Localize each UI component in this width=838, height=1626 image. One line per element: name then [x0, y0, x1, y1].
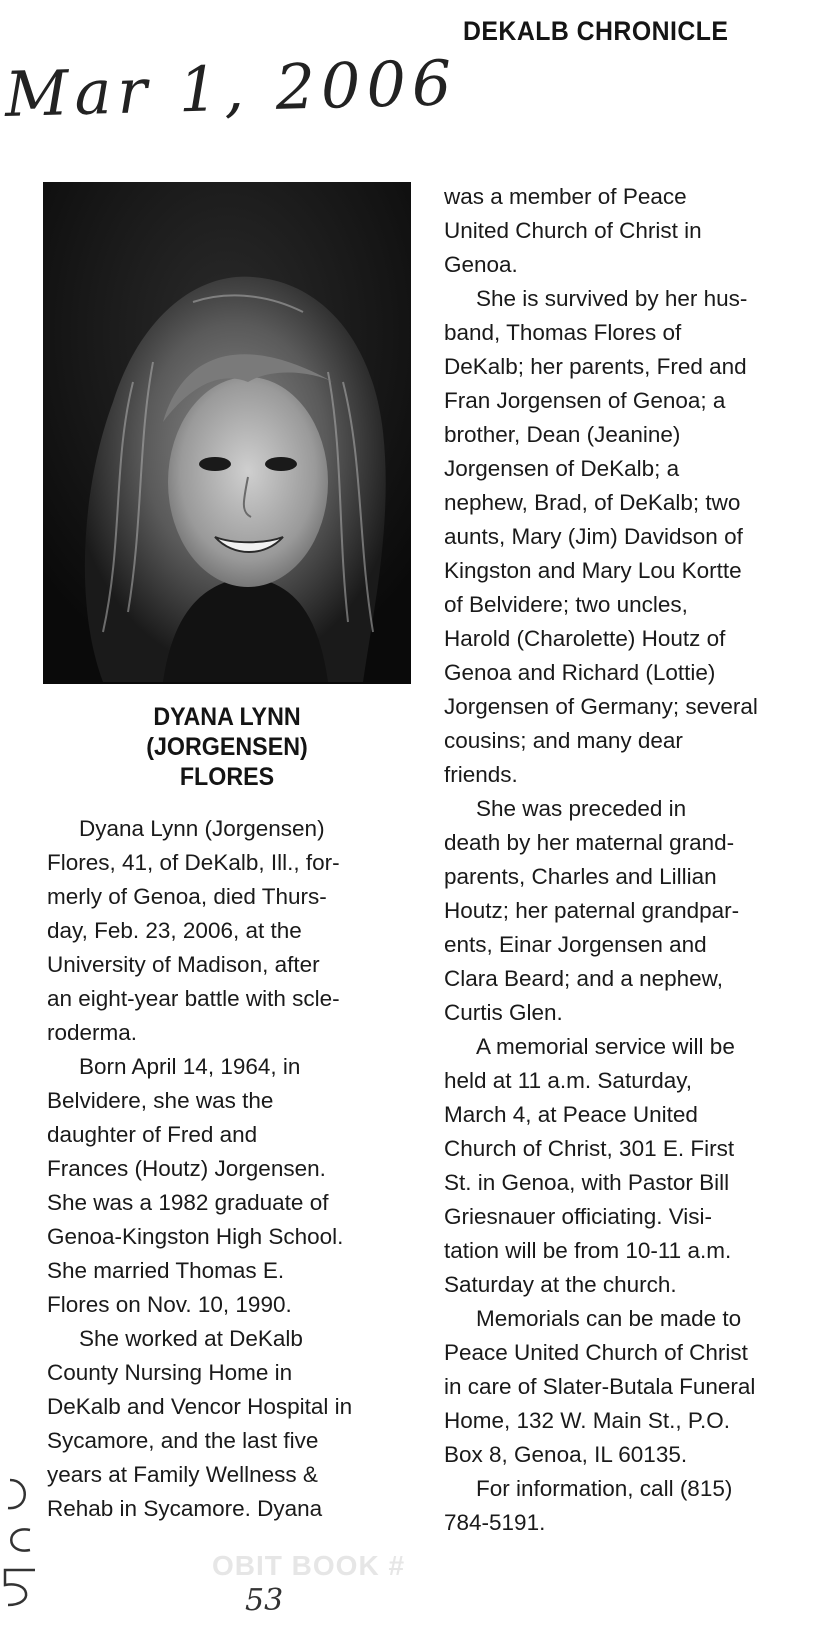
left-column-text-line: Dyana Lynn (Jorgensen): [79, 816, 325, 841]
headline-line-2: (JORGENSEN): [146, 733, 308, 761]
right-column-text-line: Church of Christ, 301 E. First: [444, 1136, 735, 1161]
right-column-text-line: St. in Genoa, with Pastor Bill: [444, 1170, 730, 1195]
right-text-column: [444, 180, 814, 1540]
right-column-text-line: March 4, at Peace United: [444, 1102, 698, 1127]
right-column-text-line: United Church of Christ in: [444, 218, 702, 243]
left-column-text-line: Sycamore, and the last five: [47, 1428, 319, 1453]
left-column-text-line: University of Madison, after: [47, 952, 320, 977]
left-column-text-line: Flores on Nov. 10, 1990.: [47, 1292, 292, 1317]
handwritten-note: 53: [245, 1583, 284, 1618]
right-column-text-line: ents, Einar Jorgensen and: [444, 932, 707, 957]
left-column-text-line: Born April 14, 1964, in: [79, 1054, 301, 1079]
handwritten-date: Mar 1, 2006: [4, 46, 459, 131]
right-column-text-line: Houtz; her paternal grandpar-: [444, 898, 740, 923]
left-column-text-line: daughter of Fred and: [47, 1122, 258, 1147]
left-column-text-line: an eight-year battle with scle-: [47, 986, 340, 1011]
right-column-text-line: DeKalb; her parents, Fred and: [444, 354, 747, 379]
right-column-text-line: 784-5191.: [444, 1510, 546, 1535]
right-column-text-line: Clara Beard; and a nephew,: [444, 966, 723, 991]
right-column-text-line: Memorials can be made to: [476, 1306, 742, 1331]
left-column-text-line: years at Family Wellness &: [47, 1462, 318, 1487]
right-column-text-line: brother, Dean (Jeanine): [444, 422, 681, 447]
right-column-text-line: death by her maternal grand-: [444, 830, 735, 855]
left-column-text-line: She worked at DeKalb: [79, 1326, 303, 1351]
left-column-text-line: Belvidere, she was the: [47, 1088, 274, 1113]
right-column-text-line: For information, call (815): [476, 1476, 733, 1501]
left-column-text-line: merly of Genoa, died Thurs-: [47, 884, 327, 909]
portrait-photo: [43, 182, 411, 684]
right-column-text-line: cousins; and many dear: [444, 728, 683, 753]
right-column-text-line: held at 11 a.m. Saturday,: [444, 1068, 693, 1093]
right-column-text-line: Saturday at the church.: [444, 1272, 677, 1297]
left-column-text-line: Frances (Houtz) Jorgensen.: [47, 1156, 326, 1181]
obituary-headline: [56, 702, 398, 792]
right-column-text-line: She is survived by her hus-: [476, 286, 748, 311]
right-column-text-line: Home, 132 W. Main St., P.O.: [444, 1408, 730, 1433]
right-column-text-line: nephew, Brad, of DeKalb; two: [444, 490, 741, 515]
left-column-text-line: She married Thomas E.: [47, 1258, 285, 1283]
right-column-text-line: of Belvidere; two uncles,: [444, 592, 688, 617]
right-column-text-line: parents, Charles and Lillian: [444, 864, 717, 889]
right-column-text-line: Genoa and Richard (Lottie): [444, 660, 716, 685]
right-column-text-line: friends.: [444, 762, 518, 787]
right-column-text-line: Fran Jorgensen of Genoa; a: [444, 388, 726, 413]
right-column-text-line: Peace United Church of Christ: [444, 1340, 748, 1365]
left-column-text-line: Rehab in Sycamore. Dyana: [47, 1496, 323, 1521]
right-column-text-line: band, Thomas Flores of: [444, 320, 682, 345]
left-column-text-line: day, Feb. 23, 2006, at the: [47, 918, 302, 943]
newspaper-masthead: DEKALB CHRONICLE: [463, 16, 729, 46]
headline-line-1: DYANA LYNN: [153, 703, 301, 731]
right-column-text-line: Jorgensen of DeKalb; a: [444, 456, 680, 481]
right-column-text-line: was a member of Peace: [444, 184, 687, 209]
left-column-text-line: County Nursing Home in: [47, 1360, 293, 1385]
right-column-text-line: Harold (Charolette) Houtz of: [444, 626, 726, 651]
right-column-text-line: She was preceded in: [476, 796, 687, 821]
left-column-text-line: roderma.: [47, 1020, 138, 1045]
right-column-text-line: Curtis Glen.: [444, 1000, 563, 1025]
obit-book-stamp: OBIT BOOK #: [212, 1550, 406, 1581]
right-column-text-line: A memorial service will be: [476, 1034, 735, 1059]
right-column-text-line: Box 8, Genoa, IL 60135.: [444, 1442, 688, 1467]
right-column-text-line: Jorgensen of Germany; several: [444, 694, 758, 719]
right-column-text-line: Genoa.: [444, 252, 518, 277]
left-column-text-line: Genoa-Kingston High School.: [47, 1224, 344, 1249]
right-column-text-line: Griesnauer officiating. Visi-: [444, 1204, 713, 1229]
right-column-text-line: tation will be from 10-11 a.m.: [444, 1238, 732, 1263]
right-column-text-line: aunts, Mary (Jim) Davidson of: [444, 524, 743, 549]
headline-line-3: FLORES: [179, 763, 275, 791]
left-column-text-line: DeKalb and Vencor Hospital in: [47, 1394, 353, 1419]
margin-scribble-icon: [0, 1470, 60, 1610]
right-column-text-line: Kingston and Mary Lou Kortte: [444, 558, 742, 583]
left-column-text-line: She was a 1982 graduate of: [47, 1190, 329, 1215]
left-text-column: [47, 812, 412, 1526]
left-column-text-line: Flores, 41, of DeKalb, Ill., for-: [47, 850, 340, 875]
right-column-text-line: in care of Slater-Butala Funeral: [444, 1374, 756, 1399]
